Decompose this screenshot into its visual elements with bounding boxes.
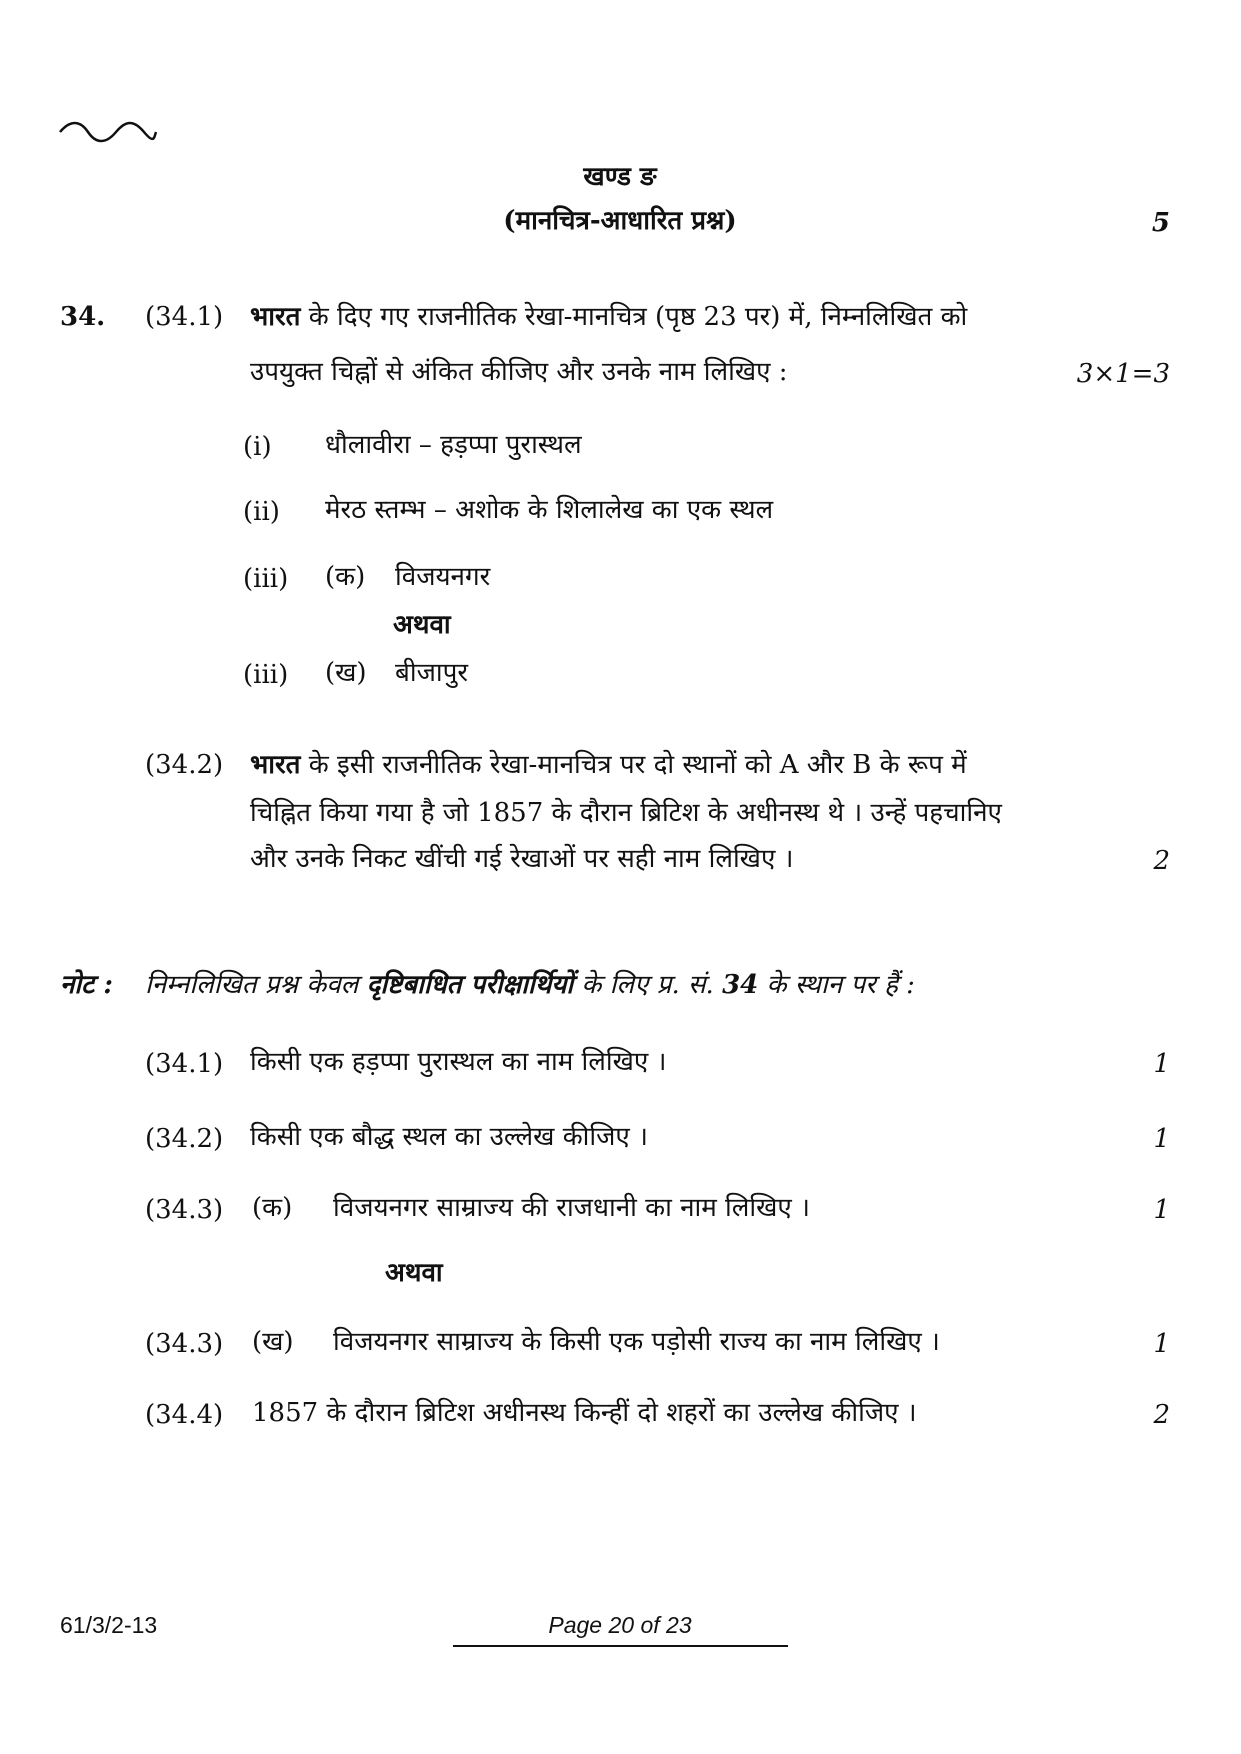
item-label: (iii) [243, 564, 289, 594]
vi-label: (34.3) [145, 1329, 224, 1359]
q34-2-line1-rest: के इसी राजनीतिक रेखा-मानचित्र पर दो स्थानों को A और B के रूप में [308, 750, 967, 780]
vi-text: विजयनगर साम्राज्य के किसी एक पड़ोसी राज्य का नाम लिखिए । [333, 1327, 940, 1357]
vi-label: (34.1) [145, 1049, 224, 1079]
section-subheading: (मानचित्र-आधारित प्रश्न) [503, 206, 737, 236]
question-number: 34. [60, 302, 106, 332]
q34-1-marks: 3×1=3 [1076, 359, 1170, 389]
vi-marks: 1 [1153, 1195, 1170, 1225]
bharat-bold: भारत [250, 302, 301, 332]
section-heading: खण्ड ङ [583, 162, 657, 192]
item-text: धौलावीरा – हड़प्पा पुरास्थल [325, 430, 582, 460]
vi-or-label: अथवा [385, 1258, 443, 1288]
item-text: बीजापुर [395, 658, 469, 688]
page-number: Page 20 of 23 [548, 1612, 692, 1638]
note-text [145, 968, 915, 1002]
note-text-a: निम्नलिखित प्रश्न केवल [145, 970, 359, 1000]
q34-1-label: (34.1) [145, 302, 224, 332]
footer-rule [453, 1645, 788, 1647]
vi-marks: 1 [1153, 1124, 1170, 1154]
q34-2-line1 [250, 748, 967, 782]
item-sub: (ख) [325, 658, 367, 688]
vi-label: (34.4) [145, 1400, 224, 1430]
note-text-num: 34 [722, 970, 759, 1000]
item-sub: (क) [325, 562, 366, 592]
vi-sub: (क) [252, 1193, 293, 1223]
vi-marks: 1 [1153, 1329, 1170, 1359]
item-label: (ii) [243, 497, 280, 527]
q34-2-line3: और उनके निकट खींची गई रेखाओं पर सही नाम लिखिए । [250, 844, 794, 874]
vi-label: (34.3) [145, 1195, 224, 1225]
q34-1-line1 [250, 300, 967, 334]
q34-1-line2: उपयुक्त चिह्नों से अंकित कीजिए और उनके नाम लिखिए : [250, 357, 788, 387]
vi-text: 1857 के दौरान ब्रिटिश अधीनस्थ किन्हीं दो शहरों का उल्लेख कीजिए । [252, 1398, 917, 1428]
vi-text: किसी एक हड़प्पा पुरास्थल का नाम लिखिए । [250, 1047, 667, 1077]
vi-text: किसी एक बौद्ध स्थल का उल्लेख कीजिए । [250, 1122, 648, 1152]
note-text-b: के लिए प्र. सं. [581, 970, 714, 1000]
vi-label: (34.2) [145, 1124, 224, 1154]
note-label: नोट : [60, 970, 113, 1000]
vi-marks: 1 [1153, 1049, 1170, 1079]
note-text-c: के स्थान पर हैं : [766, 970, 915, 1000]
squiggle-mark [58, 118, 158, 144]
vi-text: विजयनगर साम्राज्य की राजधानी का नाम लिखिए । [333, 1193, 810, 1223]
vi-sub: (ख) [252, 1327, 294, 1357]
vi-marks: 2 [1153, 1400, 1170, 1430]
or-label: अथवा [393, 610, 451, 640]
item-text: मेरठ स्तम्भ – अशोक के शिलालेख का एक स्थल [325, 495, 774, 525]
q34-2-label: (34.2) [145, 750, 224, 780]
section-marks: 5 [1151, 208, 1170, 238]
item-label: (i) [243, 432, 272, 462]
item-text: विजयनगर [395, 562, 491, 592]
paper-code: 61/3/2-13 [60, 1612, 158, 1638]
q34-2-line2: चिह्नित किया गया है जो 1857 के दौरान ब्रिटिश के अधीनस्थ थे । उन्हें पहचानिए [250, 798, 1002, 828]
q34-2-marks: 2 [1153, 846, 1170, 876]
q34-1-line1-rest: के दिए गए राजनीतिक रेखा-मानचित्र (पृष्ठ 23 पर) में, निम्नलिखित को [308, 302, 968, 332]
bharat-bold: भारत [250, 750, 301, 780]
item-label: (iii) [243, 660, 289, 690]
note-text-bold: दृष्टिबाधित परीक्षार्थियों [366, 970, 574, 1000]
